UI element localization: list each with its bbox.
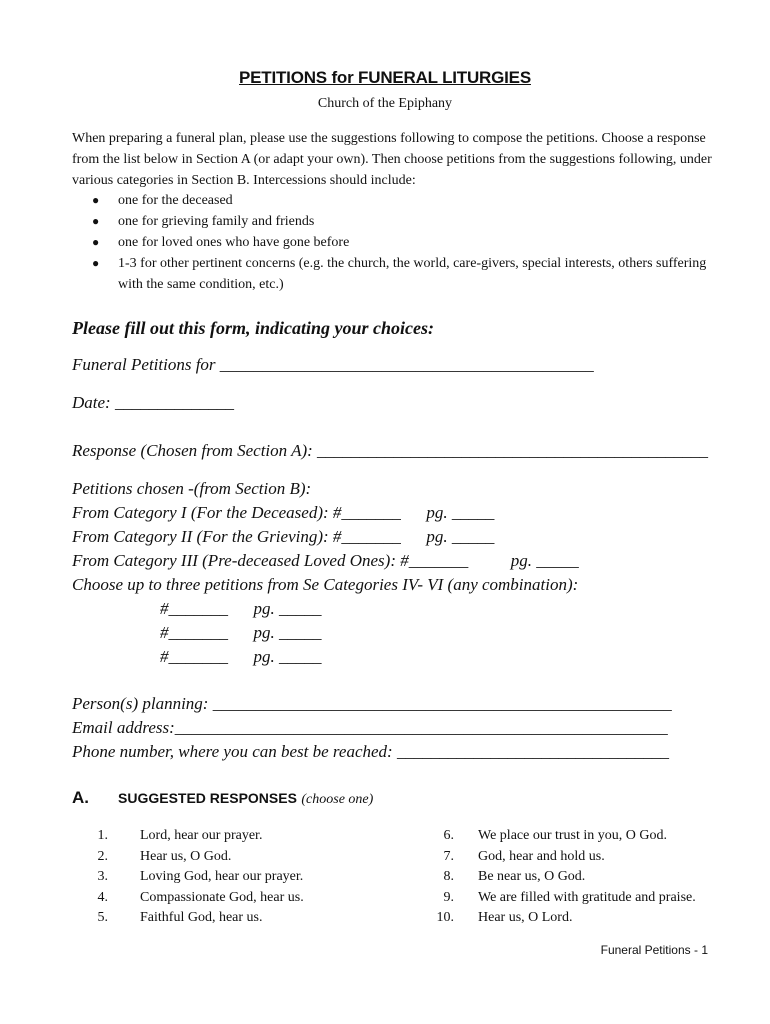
choice-line-3-field[interactable]: #_______ pg. _____ (160, 647, 322, 666)
list-item: 10. Hear us, O Lord. (436, 910, 573, 925)
choice-line-1-field[interactable]: #_______ pg. _____ (160, 599, 322, 618)
responses-left-column (72, 826, 304, 929)
list-item: 4. Compassionate God, hear us. (97, 889, 304, 905)
bullet-icon: ● (92, 193, 100, 207)
petitions-chosen-label: Petitions chosen -(from Section B): (72, 479, 312, 498)
category-2-field[interactable]: From Category II (For the Grieving): #_______ pg. _____ (72, 527, 495, 546)
date-field[interactable]: Date: ______________ (72, 393, 234, 412)
bullet-icon: ● (92, 256, 100, 270)
phone-field[interactable]: Phone number, where you can best be reached: ________________________________ (72, 742, 669, 761)
bullet-icon: ● (92, 235, 100, 249)
page-footer: Funeral Petitions - 1 (600, 943, 708, 957)
list-item: 7. God, hear and hold us. (443, 848, 605, 864)
choice-line-2-field[interactable]: #_______ pg. _____ (160, 623, 322, 642)
list-item: 3. Loving God, hear our prayer. (97, 869, 304, 884)
form-heading: Please fill out this form, indicating your choices: (72, 318, 435, 338)
email-field[interactable]: Email address:__________________________________________________________ (72, 718, 668, 737)
bullet-item: ● one for grieving family and friends (92, 211, 707, 232)
page-title: PETITIONS for FUNERAL LITURGIES (239, 68, 531, 87)
section-a-letter: A. (72, 788, 89, 807)
bullet-item: ● one for the deceased (92, 190, 707, 211)
category-3-field[interactable]: From Category III (Pre-deceased Loved Ones): #_______ pg. _____ (72, 551, 579, 570)
category-1-field[interactable]: From Category I (For the Deceased): #_______ pg. _____ (72, 503, 495, 522)
persons-planning-field[interactable]: Person(s) planning: ______________________________________________________ (72, 694, 672, 713)
intro-bullet-list (92, 190, 707, 295)
page-subtitle: Church of the Epiphany (317, 96, 453, 111)
funeral-petitions-for-field[interactable]: Funeral Petitions for ____________________________________________ (72, 355, 594, 374)
list-item: 5. Faithful God, hear us. (97, 910, 263, 925)
section-a-note: (choose one) (301, 792, 374, 807)
bullet-icon: ● (92, 214, 100, 228)
list-item: 6. We place our trust in you, O God. (443, 828, 667, 843)
list-item: 2. Hear us, O God. (97, 848, 232, 864)
list-item: 1. Lord, hear our prayer. (97, 828, 263, 843)
bullet-item: ● one for loved ones who have gone before (92, 232, 707, 253)
list-item: 8. Be near us, O God. (443, 869, 586, 884)
list-item: 9. We are filled with gratitude and praise. (443, 889, 696, 905)
responses-right-column (430, 826, 696, 929)
section-a-heading (72, 788, 712, 808)
intro-paragraph: When preparing a funeral plan, please use the suggestions following to compose the petitions. Choose a response from the list below in Section A (or adapt your own). Then choose petitions from the suggestions following, under various categories in Section B. Intercessions should include: (72, 131, 712, 188)
section-a-label: SUGGESTED RESPONSES (118, 790, 297, 806)
bullet-item: ● 1-3 for other pertinent concerns (e.g. the church, the world, care-givers, special interests, others suffering with the same condition, etc.) (92, 253, 707, 295)
response-field[interactable]: Response (Chosen from Section A): ______________________________________________ (72, 441, 709, 460)
choose-up-to-label: Choose up to three petitions from Se Categories IV- VI (any combination): (72, 575, 579, 594)
